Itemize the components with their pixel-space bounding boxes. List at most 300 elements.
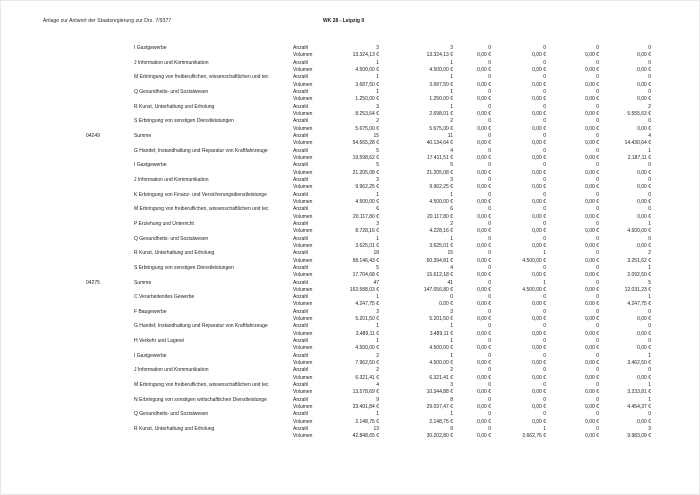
sector-label bbox=[134, 316, 291, 323]
district-code bbox=[86, 118, 134, 125]
value-col-2: 9.962,25 € bbox=[429, 184, 453, 191]
district-code bbox=[86, 89, 134, 96]
value-col-2: 9 bbox=[450, 426, 453, 433]
value-col-3: 0 bbox=[488, 162, 491, 169]
table-row bbox=[1, 111, 699, 118]
measure-label: Volumen bbox=[293, 125, 313, 132]
measure-label: Anzahl bbox=[293, 352, 309, 359]
value-col-2: 1 bbox=[450, 411, 453, 418]
value-col-5: 0 bbox=[596, 118, 599, 125]
district-code bbox=[86, 426, 134, 433]
value-col-3: 0 bbox=[488, 396, 491, 403]
value-col-5: 0 bbox=[596, 147, 599, 154]
value-col-1: 2 bbox=[376, 352, 379, 359]
value-col-4: 0,00 € bbox=[532, 418, 546, 425]
value-col-4: 1 bbox=[543, 250, 546, 257]
value-col-5: 0,00 € bbox=[585, 140, 599, 147]
value-col-6: 0 bbox=[648, 74, 651, 81]
value-col-1: 1 bbox=[376, 88, 379, 95]
value-col-2: 6 bbox=[450, 206, 453, 213]
value-col-3: 0 bbox=[488, 294, 491, 301]
value-col-3: 0,00 € bbox=[477, 257, 491, 264]
value-col-5: 0,00 € bbox=[585, 257, 599, 264]
sector-label: R Kunst, Unterhaltung und Erholung bbox=[134, 103, 215, 110]
value-col-4: 0 bbox=[543, 118, 546, 125]
value-col-5: 0,00 € bbox=[585, 389, 599, 396]
value-col-1: 9 bbox=[376, 396, 379, 403]
table-row bbox=[1, 192, 699, 199]
sector-label bbox=[134, 360, 291, 367]
value-col-4: 0 bbox=[543, 162, 546, 169]
value-col-2: 17.411,51 € bbox=[426, 154, 453, 161]
table-row bbox=[1, 353, 699, 360]
value-col-4: 0,00 € bbox=[532, 213, 546, 220]
value-col-3: 0 bbox=[488, 132, 491, 139]
value-col-1: 9.962,25 € bbox=[355, 184, 379, 191]
district-code bbox=[86, 382, 134, 389]
value-col-5: 0,00 € bbox=[585, 169, 599, 176]
sector-label: F Baugewerbe bbox=[134, 308, 167, 315]
district-code bbox=[86, 353, 134, 360]
value-col-4: 0 bbox=[543, 59, 546, 66]
measure-label: Volumen bbox=[293, 110, 313, 117]
value-col-4: 0,00 € bbox=[532, 389, 546, 396]
measure-label: Anzahl bbox=[293, 367, 309, 374]
table-row bbox=[1, 309, 699, 316]
value-col-5: 0 bbox=[596, 132, 599, 139]
sector-label: I Gastgewerbe bbox=[134, 162, 167, 169]
sector-label: R Kunst, Unterhaltung und Erholung bbox=[134, 426, 215, 433]
value-col-6: 1 bbox=[648, 220, 651, 227]
value-col-4: 4.500,00 € bbox=[522, 257, 546, 264]
value-col-3: 0,00 € bbox=[477, 418, 491, 425]
value-col-6: 0 bbox=[648, 162, 651, 169]
sector-label bbox=[134, 111, 291, 118]
district-code bbox=[86, 345, 134, 352]
value-col-3: 0,00 € bbox=[477, 169, 491, 176]
value-col-1: 1 bbox=[376, 411, 379, 418]
value-col-1: 18 bbox=[373, 250, 379, 257]
value-col-2: 4.500,00 € bbox=[429, 345, 453, 352]
value-col-3: 0 bbox=[488, 206, 491, 213]
district-code bbox=[86, 126, 134, 133]
value-col-3: 0,00 € bbox=[477, 110, 491, 117]
district-code bbox=[86, 140, 134, 147]
table-row bbox=[1, 140, 699, 147]
value-col-3: 0,00 € bbox=[477, 140, 491, 147]
table-row bbox=[1, 375, 699, 382]
value-col-3: 0 bbox=[488, 45, 491, 51]
district-code bbox=[86, 338, 134, 345]
value-col-5: 0,00 € bbox=[585, 433, 599, 440]
table-row bbox=[1, 206, 699, 213]
sector-label bbox=[134, 184, 291, 191]
sector-label bbox=[134, 243, 291, 250]
value-col-2: 11 bbox=[447, 132, 453, 139]
value-col-1: 5 bbox=[376, 264, 379, 271]
value-col-6: 0 bbox=[648, 88, 651, 95]
district-code bbox=[86, 272, 134, 279]
value-col-2: 10.344,88 € bbox=[426, 389, 453, 396]
sector-label bbox=[134, 331, 291, 338]
value-col-3: 0,00 € bbox=[477, 242, 491, 249]
sector-label: M Erbringung von freiberuflichen, wissenschaftlichen und tec bbox=[134, 206, 269, 213]
value-col-5: 0 bbox=[596, 103, 599, 110]
district-code bbox=[86, 45, 134, 52]
table-row bbox=[1, 221, 699, 228]
table-row bbox=[1, 214, 699, 221]
district-code bbox=[86, 96, 134, 103]
value-col-5: 0 bbox=[596, 220, 599, 227]
district-code bbox=[86, 177, 134, 184]
value-col-3: 0 bbox=[488, 250, 491, 257]
value-col-6: 0,00 € bbox=[637, 418, 651, 425]
measure-label: Anzahl bbox=[293, 411, 309, 418]
sector-label: H Verkehr und Lagerei bbox=[134, 338, 185, 345]
value-col-4: 0 bbox=[543, 264, 546, 271]
value-col-3: 0 bbox=[488, 220, 491, 227]
sector-label bbox=[134, 214, 291, 221]
value-col-5: 0,00 € bbox=[585, 198, 599, 205]
value-col-4: 0 bbox=[543, 294, 546, 301]
value-col-6: 2.187,11 € bbox=[627, 154, 651, 161]
value-col-1: 163.588,03 € bbox=[349, 286, 379, 293]
value-col-4: 0 bbox=[543, 382, 546, 389]
value-col-5: 0,00 € bbox=[585, 360, 599, 367]
measure-label: Anzahl bbox=[293, 176, 309, 183]
value-col-1: 3 bbox=[376, 45, 379, 51]
value-col-3: 0 bbox=[488, 411, 491, 418]
table-row bbox=[1, 397, 699, 404]
value-col-3: 0 bbox=[488, 88, 491, 95]
sector-label bbox=[134, 389, 291, 396]
value-col-6: 2 bbox=[648, 103, 651, 110]
table-row bbox=[1, 258, 699, 265]
sector-label: Summe bbox=[134, 132, 152, 139]
measure-label: Anzahl bbox=[293, 338, 309, 345]
value-col-3: 0,00 € bbox=[477, 272, 491, 279]
measure-label: Volumen bbox=[293, 96, 313, 103]
value-col-1: 3.489,11 € bbox=[355, 330, 379, 337]
district-code bbox=[86, 250, 134, 257]
table-row bbox=[1, 331, 699, 338]
value-col-3: 0 bbox=[488, 308, 491, 315]
value-col-6: 1 bbox=[648, 147, 651, 154]
value-col-2: 0 bbox=[450, 294, 453, 301]
measure-label: Volumen bbox=[293, 418, 313, 425]
value-col-6: 0,00 € bbox=[637, 81, 651, 88]
measure-label: Anzahl bbox=[293, 323, 309, 330]
district-code bbox=[86, 397, 134, 404]
table-row bbox=[1, 433, 699, 440]
value-col-2: 1 bbox=[450, 323, 453, 330]
table-row bbox=[1, 243, 699, 250]
value-col-4: 0,00 € bbox=[532, 316, 546, 323]
value-col-2: 1 bbox=[450, 103, 453, 110]
measure-label: Anzahl bbox=[293, 426, 309, 433]
value-col-5: 0 bbox=[596, 323, 599, 330]
measure-label: Volumen bbox=[293, 66, 313, 73]
district-code bbox=[86, 323, 134, 330]
value-col-1: 3 bbox=[376, 103, 379, 110]
value-col-6: 1 bbox=[648, 264, 651, 271]
measure-label: Volumen bbox=[293, 272, 313, 279]
value-col-6: 0,00 € bbox=[637, 52, 651, 59]
value-col-3: 0,00 € bbox=[477, 154, 491, 161]
table-row bbox=[1, 228, 699, 235]
measure-label: Anzahl bbox=[293, 279, 309, 286]
value-col-4: 0 bbox=[543, 367, 546, 374]
sector-label bbox=[134, 301, 291, 308]
value-col-1: 3 bbox=[376, 308, 379, 315]
value-col-1: 4.500,00 € bbox=[355, 198, 379, 205]
measure-label: Volumen bbox=[293, 360, 313, 367]
value-col-4: 0,00 € bbox=[532, 169, 546, 176]
value-col-3: 0,00 € bbox=[477, 301, 491, 308]
value-col-2: 2 bbox=[450, 367, 453, 374]
measure-label: Volumen bbox=[293, 169, 313, 176]
value-col-4: 0,00 € bbox=[532, 404, 546, 411]
value-col-6: 0 bbox=[648, 118, 651, 125]
table-row bbox=[1, 265, 699, 272]
sector-label: K Erbringung von Finanz- und Versicherungsdienstleistunge bbox=[134, 191, 267, 198]
table-row bbox=[1, 199, 699, 206]
value-col-6: 0 bbox=[648, 308, 651, 315]
value-col-1: 19.598,62 € bbox=[352, 154, 379, 161]
value-col-2: 4.228,16 € bbox=[429, 228, 453, 235]
value-col-5: 0 bbox=[596, 426, 599, 433]
value-col-5: 0,00 € bbox=[585, 418, 599, 425]
value-col-1: 3.625,01 € bbox=[355, 242, 379, 249]
value-col-1: 1 bbox=[376, 338, 379, 345]
value-col-4: 0,00 € bbox=[532, 360, 546, 367]
district-code bbox=[86, 243, 134, 250]
value-col-2: 1 bbox=[450, 235, 453, 242]
measure-label: Volumen bbox=[293, 433, 313, 440]
value-col-4: 0 bbox=[543, 176, 546, 183]
value-col-5: 0,00 € bbox=[585, 213, 599, 220]
value-col-3: 0 bbox=[488, 74, 491, 81]
district-code bbox=[86, 265, 134, 272]
value-col-1: 1 bbox=[376, 59, 379, 66]
value-col-3: 0 bbox=[488, 176, 491, 183]
table-row bbox=[1, 411, 699, 418]
sector-label bbox=[134, 155, 291, 162]
table-row bbox=[1, 345, 699, 352]
value-col-6: 0 bbox=[648, 191, 651, 198]
value-col-6: 0 bbox=[648, 59, 651, 66]
district-code bbox=[86, 162, 134, 169]
measure-label: Volumen bbox=[293, 228, 313, 235]
value-col-2: 2.698,01 € bbox=[429, 110, 453, 117]
value-col-2: 8 bbox=[450, 396, 453, 403]
table-row bbox=[1, 177, 699, 184]
measure-label: Anzahl bbox=[293, 264, 309, 271]
value-col-1: 7.962,50 € bbox=[355, 360, 379, 367]
value-col-5: 0,00 € bbox=[585, 52, 599, 59]
table-row bbox=[1, 404, 699, 411]
measure-label: Volumen bbox=[293, 404, 313, 411]
district-code bbox=[86, 104, 134, 111]
value-col-5: 0 bbox=[596, 250, 599, 257]
measure-label: Anzahl bbox=[293, 88, 309, 95]
value-col-2: 0,00 € bbox=[439, 301, 453, 308]
value-col-3: 0,00 € bbox=[477, 52, 491, 59]
value-col-4: 2.662,76 € bbox=[522, 433, 546, 440]
sector-label: P Erziehung und Unterricht bbox=[134, 220, 194, 227]
table-row bbox=[1, 126, 699, 133]
table-row bbox=[1, 250, 699, 257]
value-col-5: 0,00 € bbox=[585, 81, 599, 88]
value-col-6: 0,00 € bbox=[637, 374, 651, 381]
measure-label: Anzahl bbox=[293, 118, 309, 125]
value-col-3: 0 bbox=[488, 279, 491, 286]
value-col-2: 29.037,47 € bbox=[426, 404, 453, 411]
measure-label: Volumen bbox=[293, 257, 313, 264]
value-col-6: 4.500,00 € bbox=[627, 228, 651, 235]
table-row bbox=[1, 162, 699, 169]
value-col-1: 1 bbox=[376, 74, 379, 81]
district-code bbox=[86, 155, 134, 162]
value-col-5: 0,00 € bbox=[585, 330, 599, 337]
value-col-5: 0 bbox=[596, 206, 599, 213]
value-col-1: 54.565,28 € bbox=[352, 140, 379, 147]
value-col-4: 0 bbox=[543, 352, 546, 359]
sector-label: J Information und Kommunikation bbox=[134, 176, 209, 183]
value-col-2: 1 bbox=[450, 191, 453, 198]
measure-label: Anzahl bbox=[293, 382, 309, 389]
value-col-2: 1 bbox=[450, 352, 453, 359]
value-col-3: 0,00 € bbox=[477, 330, 491, 337]
value-col-2: 3.687,50 € bbox=[429, 81, 453, 88]
value-col-2: 147.056,80 € bbox=[423, 286, 453, 293]
value-col-2: 2 bbox=[450, 118, 453, 125]
district-code bbox=[86, 404, 134, 411]
sector-label bbox=[134, 126, 291, 133]
value-col-2: 3 bbox=[450, 308, 453, 315]
value-col-4: 0 bbox=[543, 147, 546, 154]
measure-label: Volumen bbox=[293, 242, 313, 249]
sector-label: G Handel; Instandhaltung und Reparatur von Kraftfahrzeuge bbox=[134, 147, 268, 154]
table-row bbox=[1, 426, 699, 433]
value-col-5: 0,00 € bbox=[585, 184, 599, 191]
value-col-5: 0 bbox=[596, 396, 599, 403]
value-col-1: 4.500,00 € bbox=[355, 66, 379, 73]
measure-label: Anzahl bbox=[293, 74, 309, 81]
value-col-3: 0,00 € bbox=[477, 81, 491, 88]
sector-label bbox=[134, 96, 291, 103]
value-col-4: 4.500,00 € bbox=[522, 286, 546, 293]
district-code bbox=[86, 192, 134, 199]
value-col-2: 5.675,00 € bbox=[429, 125, 453, 132]
value-col-1: 13 bbox=[373, 426, 379, 433]
value-col-3: 0 bbox=[488, 59, 491, 66]
value-col-3: 0 bbox=[488, 103, 491, 110]
value-col-3: 0,00 € bbox=[477, 389, 491, 396]
sector-label: I Gastgewerbe bbox=[134, 45, 167, 51]
district-code bbox=[86, 331, 134, 338]
value-col-4: 0,00 € bbox=[532, 140, 546, 147]
district-code bbox=[86, 111, 134, 118]
district-code bbox=[86, 236, 134, 243]
measure-label: Volumen bbox=[293, 198, 313, 205]
value-col-5: 0,00 € bbox=[585, 242, 599, 249]
value-col-3: 0 bbox=[488, 191, 491, 198]
value-col-3: 0,00 € bbox=[477, 213, 491, 220]
value-col-1: 20.117,80 € bbox=[352, 213, 379, 220]
value-col-2: 40.134,64 € bbox=[426, 140, 453, 147]
value-col-3: 0,00 € bbox=[477, 433, 491, 440]
value-col-1: 4.247,75 € bbox=[355, 301, 379, 308]
district-code bbox=[86, 389, 134, 396]
measure-label: Volumen bbox=[293, 345, 313, 352]
value-col-1: 1 bbox=[376, 294, 379, 301]
value-col-5: 0,00 € bbox=[585, 286, 599, 293]
value-col-6: 3.233,81 € bbox=[627, 389, 651, 396]
district-code bbox=[86, 258, 134, 265]
district-code bbox=[86, 221, 134, 228]
measure-label: Volumen bbox=[293, 52, 313, 59]
measure-label: Anzahl bbox=[293, 103, 309, 110]
value-col-1: 2 bbox=[376, 118, 379, 125]
value-col-1: 3.687,50 € bbox=[355, 81, 379, 88]
sector-label bbox=[134, 433, 291, 440]
value-col-1: 1 bbox=[376, 235, 379, 242]
value-col-4: 0 bbox=[543, 103, 546, 110]
district-code bbox=[86, 82, 134, 89]
district-code bbox=[86, 367, 134, 374]
table-row bbox=[1, 367, 699, 374]
value-col-1: 17.704,68 € bbox=[352, 272, 379, 279]
value-col-1: 42.848,65 € bbox=[352, 433, 379, 440]
value-col-6: 2.092,50 € bbox=[627, 272, 651, 279]
value-col-4: 0 bbox=[543, 191, 546, 198]
sector-label: J Information und Kommunikation bbox=[134, 59, 209, 66]
sector-label bbox=[134, 52, 291, 59]
measure-label: Anzahl bbox=[293, 132, 309, 139]
sector-label: Summe bbox=[134, 279, 152, 286]
table-row bbox=[1, 301, 699, 308]
value-col-2: 1.250,00 € bbox=[429, 96, 453, 103]
table-row bbox=[1, 382, 699, 389]
measure-label: Anzahl bbox=[293, 45, 309, 51]
value-col-5: 0 bbox=[596, 352, 599, 359]
sector-label bbox=[134, 272, 291, 279]
value-col-6: 3.251,62 € bbox=[627, 257, 651, 264]
value-col-6: 0 bbox=[648, 338, 651, 345]
table-row bbox=[1, 82, 699, 89]
value-col-2: 4 bbox=[450, 147, 453, 154]
value-col-5: 0 bbox=[596, 382, 599, 389]
value-col-2: 3.489,11 € bbox=[429, 330, 453, 337]
measure-label: Anzahl bbox=[293, 308, 309, 315]
table-row bbox=[1, 52, 699, 59]
value-col-5: 0 bbox=[596, 411, 599, 418]
value-col-4: 0 bbox=[543, 220, 546, 227]
table-row bbox=[1, 118, 699, 125]
value-col-2: 4 bbox=[450, 264, 453, 271]
value-col-4: 0 bbox=[543, 323, 546, 330]
district-code bbox=[86, 375, 134, 382]
sector-label: S Erbringung von sonstigen Dienstleistungen bbox=[134, 264, 234, 271]
value-col-3: 0,00 € bbox=[477, 184, 491, 191]
value-col-6: 4.247,75 € bbox=[627, 301, 651, 308]
measure-label: Anzahl bbox=[293, 250, 309, 257]
measure-label: Volumen bbox=[293, 374, 313, 381]
sector-label bbox=[134, 67, 291, 74]
value-col-5: 0,00 € bbox=[585, 154, 599, 161]
value-col-2: 3 bbox=[450, 176, 453, 183]
